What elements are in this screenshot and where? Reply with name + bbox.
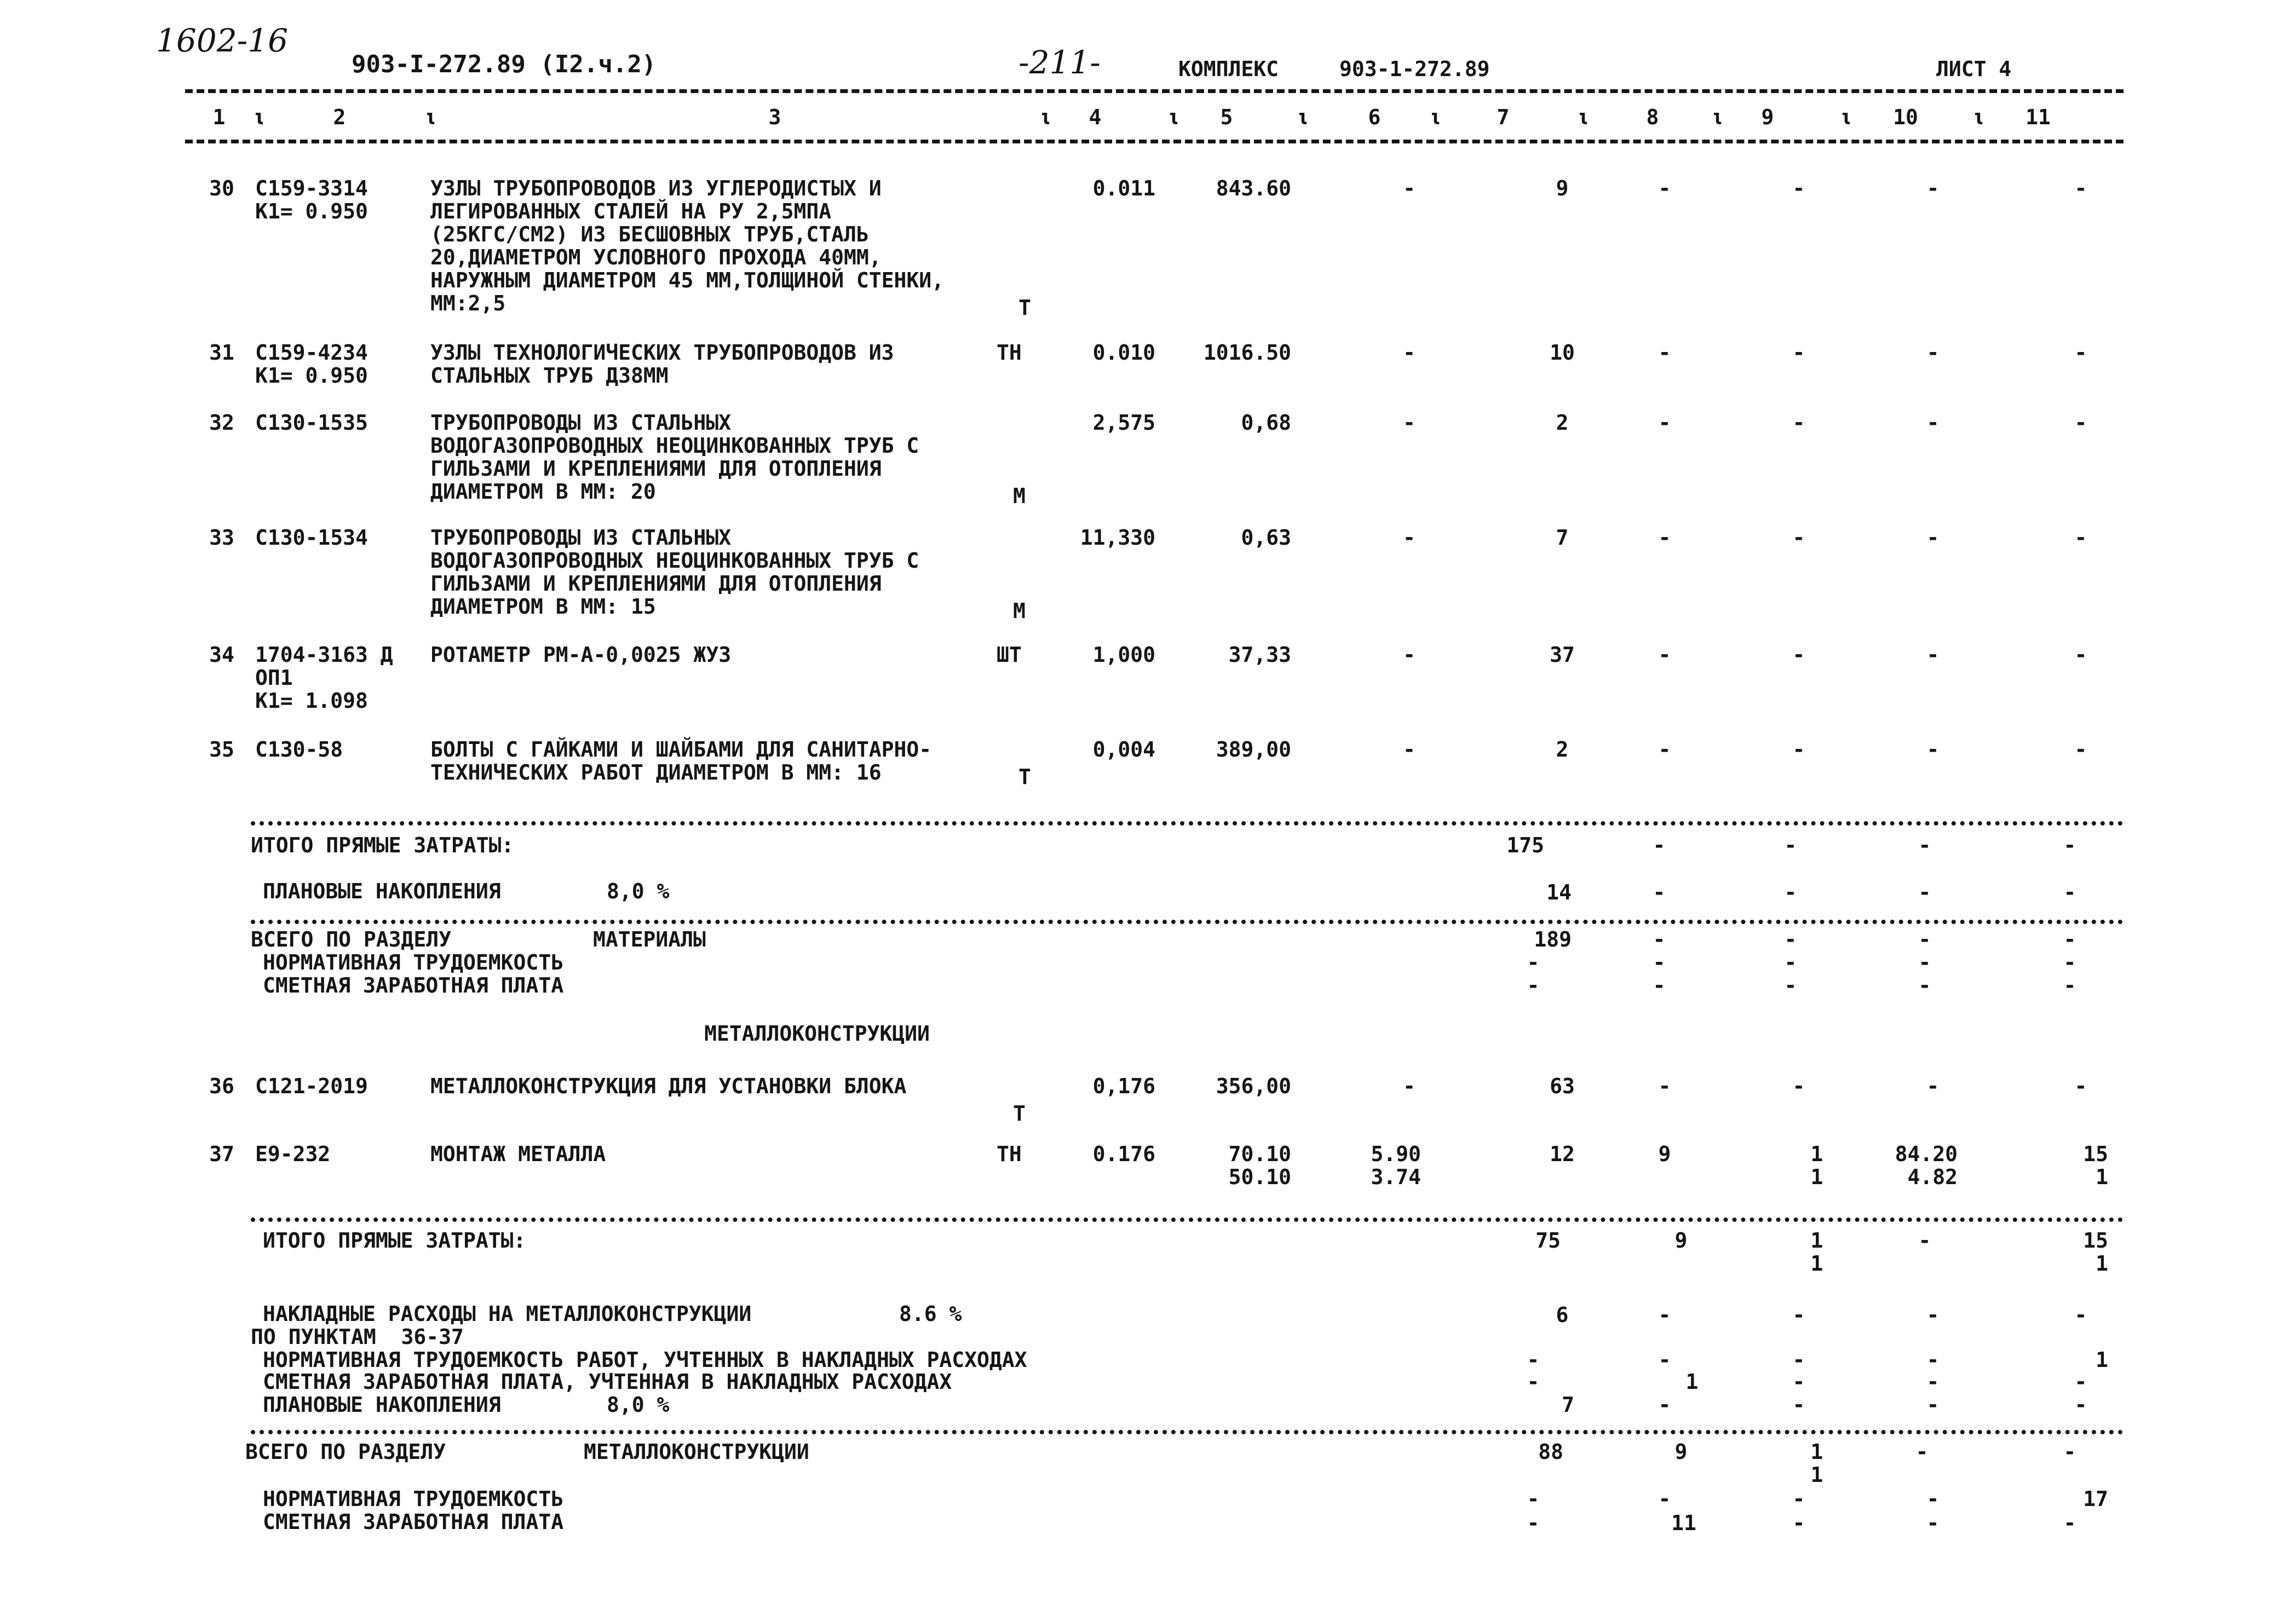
metal-section-total-c8: 9 — [1674, 1440, 1688, 1464]
item-unit: М — [1013, 484, 1026, 508]
item-price: 50.10 — [1228, 1165, 1291, 1189]
item-c11: 1 — [2096, 1165, 2108, 1189]
metal-section-total-c11: - — [2063, 1440, 2076, 1464]
overhead-c10: - — [1926, 1303, 1940, 1327]
item-quantity: 1,000 — [1092, 643, 1155, 667]
item-c11: - — [2074, 643, 2087, 667]
metal-direct-costs-c8: 9 — [1674, 1228, 1688, 1253]
item-c8: - — [1658, 737, 1671, 761]
direct-costs-c7: 175 — [1506, 833, 1544, 857]
item-c7: 7 — [1556, 526, 1569, 550]
wages-c11: - — [2063, 973, 2076, 997]
item-description: ДИАМЕТРОМ В ММ: 15 — [430, 595, 656, 619]
metal-labor-c10: - — [1926, 1487, 1940, 1511]
item-unit: Т — [1018, 765, 1031, 789]
header-bottom-rule — [185, 140, 2124, 143]
item-c9: - — [1792, 176, 1805, 200]
item-description: ГИЛЬЗАМИ И КРЕПЛЕНИЯМИ ДЛЯ ОТОПЛЕНИЯ — [430, 572, 882, 596]
item-c6: - — [1403, 643, 1415, 667]
metal-direct-costs-c10: - — [1918, 1228, 1931, 1253]
col-separator: ι — [1711, 105, 1724, 129]
col-separator: ι — [253, 105, 266, 129]
item-description: 20,ДИАМЕТРОМ УСЛОВНОГО ПРОХОДА 40ММ, — [430, 245, 882, 269]
col-header-9: 9 — [1761, 105, 1774, 129]
item-unit: М — [1013, 599, 1026, 623]
item-unit: ТН — [997, 1142, 1022, 1166]
item-quantity: 0,176 — [1092, 1074, 1155, 1098]
overhead-pct: 8.6 % — [899, 1302, 962, 1326]
item-c9: 1 — [1810, 1142, 1823, 1166]
item-c9: - — [1792, 526, 1805, 550]
item-c6: - — [1403, 526, 1415, 550]
col-header-8: 8 — [1646, 105, 1659, 129]
overhead-c9: - — [1792, 1303, 1805, 1327]
item-quantity: 11,330 — [1080, 526, 1155, 550]
metal-labor-label: НОРМАТИВНАЯ ТРУДОЕМКОСТЬ — [263, 1487, 564, 1511]
metal-section-total-c7: 88 — [1538, 1440, 1563, 1464]
section-total-name: МАТЕРИАЛЫ — [593, 927, 706, 951]
metal-labor-c7: - — [1527, 1487, 1540, 1511]
metal-section-total-c9: 1 — [1810, 1440, 1823, 1464]
overhead-labor-c10: - — [1926, 1348, 1940, 1372]
planned-c7: 14 — [1546, 880, 1572, 904]
item-c7: 10 — [1550, 341, 1575, 365]
overhead-wages-label: СМЕТНАЯ ЗАРАБОТНАЯ ПЛАТА, УЧТЕННАЯ В НАКЛАДНЫХ РАСХОДАХ — [263, 1370, 952, 1394]
direct-costs-c10: - — [1918, 833, 1931, 857]
item-c6: 3.74 — [1371, 1165, 1421, 1189]
col-separator: ι — [1429, 105, 1442, 129]
overhead-labor-c7: - — [1527, 1348, 1540, 1372]
metal-direct-costs-c9: 1 — [1810, 1228, 1823, 1253]
planned-label: ПЛАНОВЫЕ НАКОПЛЕНИЯ — [263, 879, 501, 903]
item-c8: - — [1658, 1074, 1671, 1098]
metal-wages-c9: - — [1792, 1511, 1805, 1535]
item-c10: 4.82 — [1907, 1165, 1958, 1189]
dotted-rule — [251, 1218, 2124, 1222]
section-total-c10: - — [1918, 927, 1931, 951]
item-number: 33 — [209, 526, 234, 550]
item-description: ТЕХНИЧЕСКИХ РАБОТ ДИАМЕТРОМ В ММ: 16 — [430, 760, 882, 784]
metal-direct-costs-c9: 1 — [1810, 1251, 1823, 1276]
item-number: 30 — [209, 176, 234, 200]
item-description: БОЛТЫ С ГАЙКАМИ И ШАЙБАМИ ДЛЯ САНИТАРНО- — [430, 737, 932, 761]
metal-direct-costs-label: ИТОГО ПРЯМЫЕ ЗАТРАТЫ: — [263, 1228, 526, 1253]
overhead-labor-c9: - — [1792, 1348, 1805, 1372]
item-number: 37 — [209, 1142, 234, 1166]
item-number: 35 — [209, 737, 234, 761]
item-description: МЕТАЛЛОКОНСТРУКЦИЯ ДЛЯ УСТАНОВКИ БЛОКА — [430, 1074, 907, 1098]
item-c8: 9 — [1658, 1142, 1671, 1166]
item-c10: - — [1926, 341, 1940, 365]
metal-wages-c10: - — [1926, 1511, 1940, 1535]
wages-c8: - — [1653, 973, 1666, 997]
metal-direct-costs-c7: 75 — [1535, 1228, 1561, 1253]
item-unit: ШТ — [997, 643, 1022, 667]
complex-code: 903-1-272.89 — [1339, 57, 1490, 81]
col-header-7: 7 — [1497, 105, 1510, 129]
item-c6: - — [1403, 411, 1415, 435]
item-c11: 15 — [2083, 1142, 2108, 1166]
metal-planned-c8: - — [1658, 1393, 1671, 1417]
item-description: НАРУЖНЫМ ДИАМЕТРОМ 45 ММ,ТОЛЩИНОЙ СТЕНКИ, — [430, 268, 944, 292]
page-number: -211- — [1018, 44, 1101, 81]
overhead-labor-label: НОРМАТИВНАЯ ТРУДОЕМКОСТЬ РАБОТ, УЧТЕННЫХ В НАКЛАДНЫХ РАСХОДАХ — [263, 1348, 1027, 1372]
item-description: УЗЛЫ ТЕХНОЛОГИЧЕСКИХ ТРУБОПРОВОДОВ ИЗ — [430, 341, 894, 365]
item-c11: - — [2074, 1074, 2087, 1098]
item-description: ТРУБОПРОВОДЫ ИЗ СТАЛЬНЫХ — [430, 526, 732, 550]
metal-wages-c7: - — [1527, 1511, 1540, 1535]
item-c8: - — [1658, 411, 1671, 435]
item-number: 36 — [209, 1074, 234, 1098]
item-number: 31 — [209, 341, 234, 365]
project-code: 903-I-272.89 (I2.ч.2) — [352, 50, 657, 78]
item-c6: - — [1403, 737, 1415, 761]
item-code: С130-1535 — [255, 411, 368, 435]
overhead-c7: 6 — [1556, 1303, 1569, 1327]
item-code: Е9-232 — [255, 1142, 331, 1166]
item-code: С159-4234 — [255, 341, 368, 365]
metal-wages-label: СМЕТНАЯ ЗАРАБОТНАЯ ПЛАТА — [263, 1510, 564, 1534]
metal-wages-c11: - — [2063, 1511, 2076, 1535]
item-c8: - — [1658, 526, 1671, 550]
labor-c9: - — [1784, 950, 1797, 974]
col-separator: ι — [1577, 105, 1590, 129]
metal-planned-c9: - — [1792, 1393, 1805, 1417]
item-c6: - — [1403, 176, 1415, 200]
item-quantity: 0.010 — [1092, 341, 1155, 365]
labor-c7: - — [1527, 950, 1540, 974]
handwritten-code: 1602-16 — [156, 22, 289, 59]
labor-label: НОРМАТИВНАЯ ТРУДОЕМКОСТЬ — [263, 950, 564, 974]
item-c7: 12 — [1550, 1142, 1575, 1166]
col-header-10: 10 — [1893, 105, 1918, 129]
planned-pct: 8,0 % — [607, 879, 670, 903]
item-unit: Т — [1013, 1101, 1026, 1126]
item-c10: - — [1926, 737, 1940, 761]
item-quantity: 0.176 — [1092, 1142, 1155, 1166]
wages-c10: - — [1918, 973, 1931, 997]
item-description: ТРУБОПРОВОДЫ ИЗ СТАЛЬНЫХ — [430, 411, 732, 435]
item-c6: 5.90 — [1371, 1142, 1421, 1166]
item-description: ММ:2,5 — [430, 291, 506, 315]
planned-c8: - — [1653, 880, 1666, 904]
dotted-rule — [251, 1430, 2124, 1434]
metal-planned-c7: 7 — [1562, 1393, 1574, 1417]
item-description: УЗЛЫ ТРУБОПРОВОДОВ ИЗ УГЛЕРОДИСТЫХ И — [430, 176, 882, 200]
item-c7: 63 — [1550, 1074, 1575, 1098]
planned-c10: - — [1918, 880, 1931, 904]
dotted-rule — [251, 821, 2124, 826]
item-price: 356,00 — [1216, 1074, 1291, 1098]
overhead-wages-c10: - — [1926, 1370, 1940, 1394]
item-c9: - — [1792, 341, 1805, 365]
item-c11: - — [2074, 176, 2087, 200]
item-description: ДИАМЕТРОМ В ММ: 20 — [430, 480, 656, 504]
metal-planned-pct: 8,0 % — [607, 1393, 670, 1417]
col-separator: ι — [1840, 105, 1852, 129]
item-description: ГИЛЬЗАМИ И КРЕПЛЕНИЯМИ ДЛЯ ОТОПЛЕНИЯ — [430, 457, 882, 481]
col-separator: ι — [1297, 105, 1309, 129]
col-separator: ι — [424, 105, 437, 129]
item-c11: - — [2074, 526, 2087, 550]
section-total-c11: - — [2063, 927, 2076, 951]
wages-c9: - — [1784, 973, 1797, 997]
metal-planned-c11: - — [2074, 1393, 2087, 1417]
item-unit: ТН — [997, 341, 1022, 365]
item-price: 70.10 — [1228, 1142, 1291, 1166]
col-header-1: 1 — [212, 105, 226, 129]
item-c11: - — [2074, 737, 2087, 761]
col-header-4: 4 — [1089, 105, 1102, 129]
metal-section-total-label: ВСЕГО ПО РАЗДЕЛУ — [245, 1440, 446, 1464]
item-price: 37,33 — [1228, 643, 1291, 667]
metal-planned-c10: - — [1926, 1393, 1940, 1417]
item-c10: - — [1926, 411, 1940, 435]
wages-c7: - — [1527, 973, 1540, 997]
item-c9: - — [1792, 1074, 1805, 1098]
labor-c11: - — [2063, 950, 2076, 974]
section-title: МЕТАЛЛОКОНСТРУКЦИИ — [704, 1022, 930, 1046]
item-c10: - — [1926, 176, 1940, 200]
item-number: 32 — [209, 411, 234, 435]
item-c7: 2 — [1556, 411, 1569, 435]
item-c8: - — [1658, 643, 1671, 667]
item-price: 0,68 — [1241, 411, 1291, 435]
metal-wages-c8: 11 — [1671, 1511, 1696, 1535]
metal-section-total-c9: 1 — [1810, 1463, 1823, 1487]
overhead-wages-c9: - — [1792, 1370, 1805, 1394]
section-total-c9: - — [1784, 927, 1797, 951]
overhead-c8: - — [1658, 1303, 1671, 1327]
item-quantity: 2,575 — [1092, 411, 1155, 435]
direct-costs-c9: - — [1784, 833, 1797, 857]
col-separator: ι — [1167, 105, 1180, 129]
item-c6: - — [1403, 1074, 1415, 1098]
col-separator: ι — [1039, 105, 1052, 129]
col-header-11: 11 — [2025, 105, 2051, 129]
overhead-wages-c8: 1 — [1685, 1370, 1699, 1394]
metal-labor-c8: - — [1658, 1487, 1671, 1511]
overhead-wages-c11: - — [2074, 1370, 2087, 1394]
overhead-wages-c7: - — [1527, 1370, 1540, 1394]
item-c9: - — [1792, 737, 1805, 761]
item-c11: - — [2074, 411, 2087, 435]
section-total-c8: - — [1653, 927, 1666, 951]
item-quantity: 0,004 — [1092, 737, 1155, 761]
sheet-label: ЛИСТ 4 — [1936, 57, 2012, 81]
item-code: С121-2019 — [255, 1074, 368, 1098]
item-c7: 37 — [1550, 643, 1575, 667]
item-price: 0,63 — [1241, 526, 1291, 550]
metal-labor-c11: 17 — [2083, 1487, 2108, 1511]
direct-costs-c11: - — [2063, 833, 2076, 857]
item-code: С130-1534 — [255, 526, 368, 550]
item-c10: - — [1926, 1074, 1940, 1098]
col-header-3: 3 — [768, 105, 781, 129]
item-c11: - — [2074, 341, 2087, 365]
item-unit: Т — [1018, 296, 1031, 320]
item-c10: 84.20 — [1895, 1142, 1958, 1166]
item-c9: - — [1792, 411, 1805, 435]
item-c7: 9 — [1556, 176, 1569, 200]
labor-c8: - — [1653, 950, 1666, 974]
item-code: 1704-3163 Д — [255, 643, 393, 667]
item-price: 1016.50 — [1203, 341, 1291, 365]
direct-costs-c8: - — [1653, 833, 1666, 857]
overhead-items-label: ПО ПУНКТАМ 36-37 — [251, 1325, 464, 1349]
item-price: 389,00 — [1216, 737, 1291, 761]
item-c9: - — [1792, 643, 1805, 667]
item-number: 34 — [209, 643, 234, 667]
metal-direct-costs-c11: 15 — [2083, 1228, 2108, 1253]
item-c8: - — [1658, 176, 1671, 200]
item-code: ОП1 — [255, 666, 293, 690]
metal-section-total-name: МЕТАЛЛОКОНСТРУКЦИИ — [584, 1440, 809, 1464]
item-description: МОНТАЖ МЕТАЛЛА — [430, 1142, 606, 1166]
item-code: К1= 1.098 — [255, 689, 368, 713]
item-c6: - — [1403, 341, 1415, 365]
item-c7: 2 — [1556, 737, 1569, 761]
item-c9: 1 — [1810, 1165, 1823, 1189]
col-header-5: 5 — [1220, 105, 1233, 129]
overhead-c11: - — [2074, 1303, 2087, 1327]
col-separator: ι — [1972, 105, 1985, 129]
item-c8: - — [1658, 341, 1671, 365]
item-description: РОТАМЕТР РМ-А-0,0025 ЖУЗ — [430, 643, 732, 667]
item-description: СТАЛЬНЫХ ТРУБ Д38ММ — [430, 364, 669, 388]
col-header-6: 6 — [1368, 105, 1381, 129]
item-description: ЛЕГИРОВАННЫХ СТАЛЕЙ НА РУ 2,5МПА — [430, 199, 832, 223]
dotted-rule — [251, 920, 2124, 924]
metal-direct-costs-c11: 1 — [2096, 1251, 2108, 1276]
metal-labor-c9: - — [1792, 1487, 1805, 1511]
overhead-labor-c8: - — [1658, 1348, 1671, 1372]
item-code: С159-3314 — [255, 176, 368, 200]
item-code: К1= 0.950 — [255, 364, 368, 388]
direct-costs-label: ИТОГО ПРЯМЫЕ ЗАТРАТЫ: — [251, 833, 514, 857]
overhead-label: НАКЛАДНЫЕ РАСХОДЫ НА МЕТАЛЛОКОНСТРУКЦИИ — [263, 1302, 752, 1326]
planned-c11: - — [2063, 880, 2076, 904]
col-header-2: 2 — [333, 105, 346, 129]
section-total-c7: 189 — [1534, 927, 1572, 951]
item-description: ВОДОГАЗОПРОВОДНЫХ НЕОЦИНКОВАННЫХ ТРУБ С — [430, 549, 919, 573]
header-top-rule — [185, 89, 2124, 93]
item-code: К1= 0.950 — [255, 199, 368, 223]
item-quantity: 0.011 — [1092, 176, 1155, 200]
item-c10: - — [1926, 643, 1940, 667]
item-price: 843.60 — [1216, 176, 1291, 200]
item-description: (25КГС/СМ2) ИЗ БЕСШОВНЫХ ТРУБ,СТАЛЬ — [430, 222, 869, 246]
wages-label: СМЕТНАЯ ЗАРАБОТНАЯ ПЛАТА — [263, 973, 564, 997]
planned-c9: - — [1784, 880, 1797, 904]
labor-c10: - — [1918, 950, 1931, 974]
item-code: С130-58 — [255, 737, 343, 761]
complex-label: КОМПЛЕКС — [1178, 57, 1279, 81]
section-total-label: ВСЕГО ПО РАЗДЕЛУ — [251, 927, 452, 951]
metal-section-total-c10: - — [1915, 1440, 1929, 1464]
overhead-labor-c11: 1 — [2096, 1348, 2108, 1372]
item-c10: - — [1926, 526, 1940, 550]
item-description: ВОДОГАЗОПРОВОДНЫХ НЕОЦИНКОВАННЫХ ТРУБ С — [430, 434, 919, 458]
metal-planned-label: ПЛАНОВЫЕ НАКОПЛЕНИЯ — [263, 1393, 501, 1417]
